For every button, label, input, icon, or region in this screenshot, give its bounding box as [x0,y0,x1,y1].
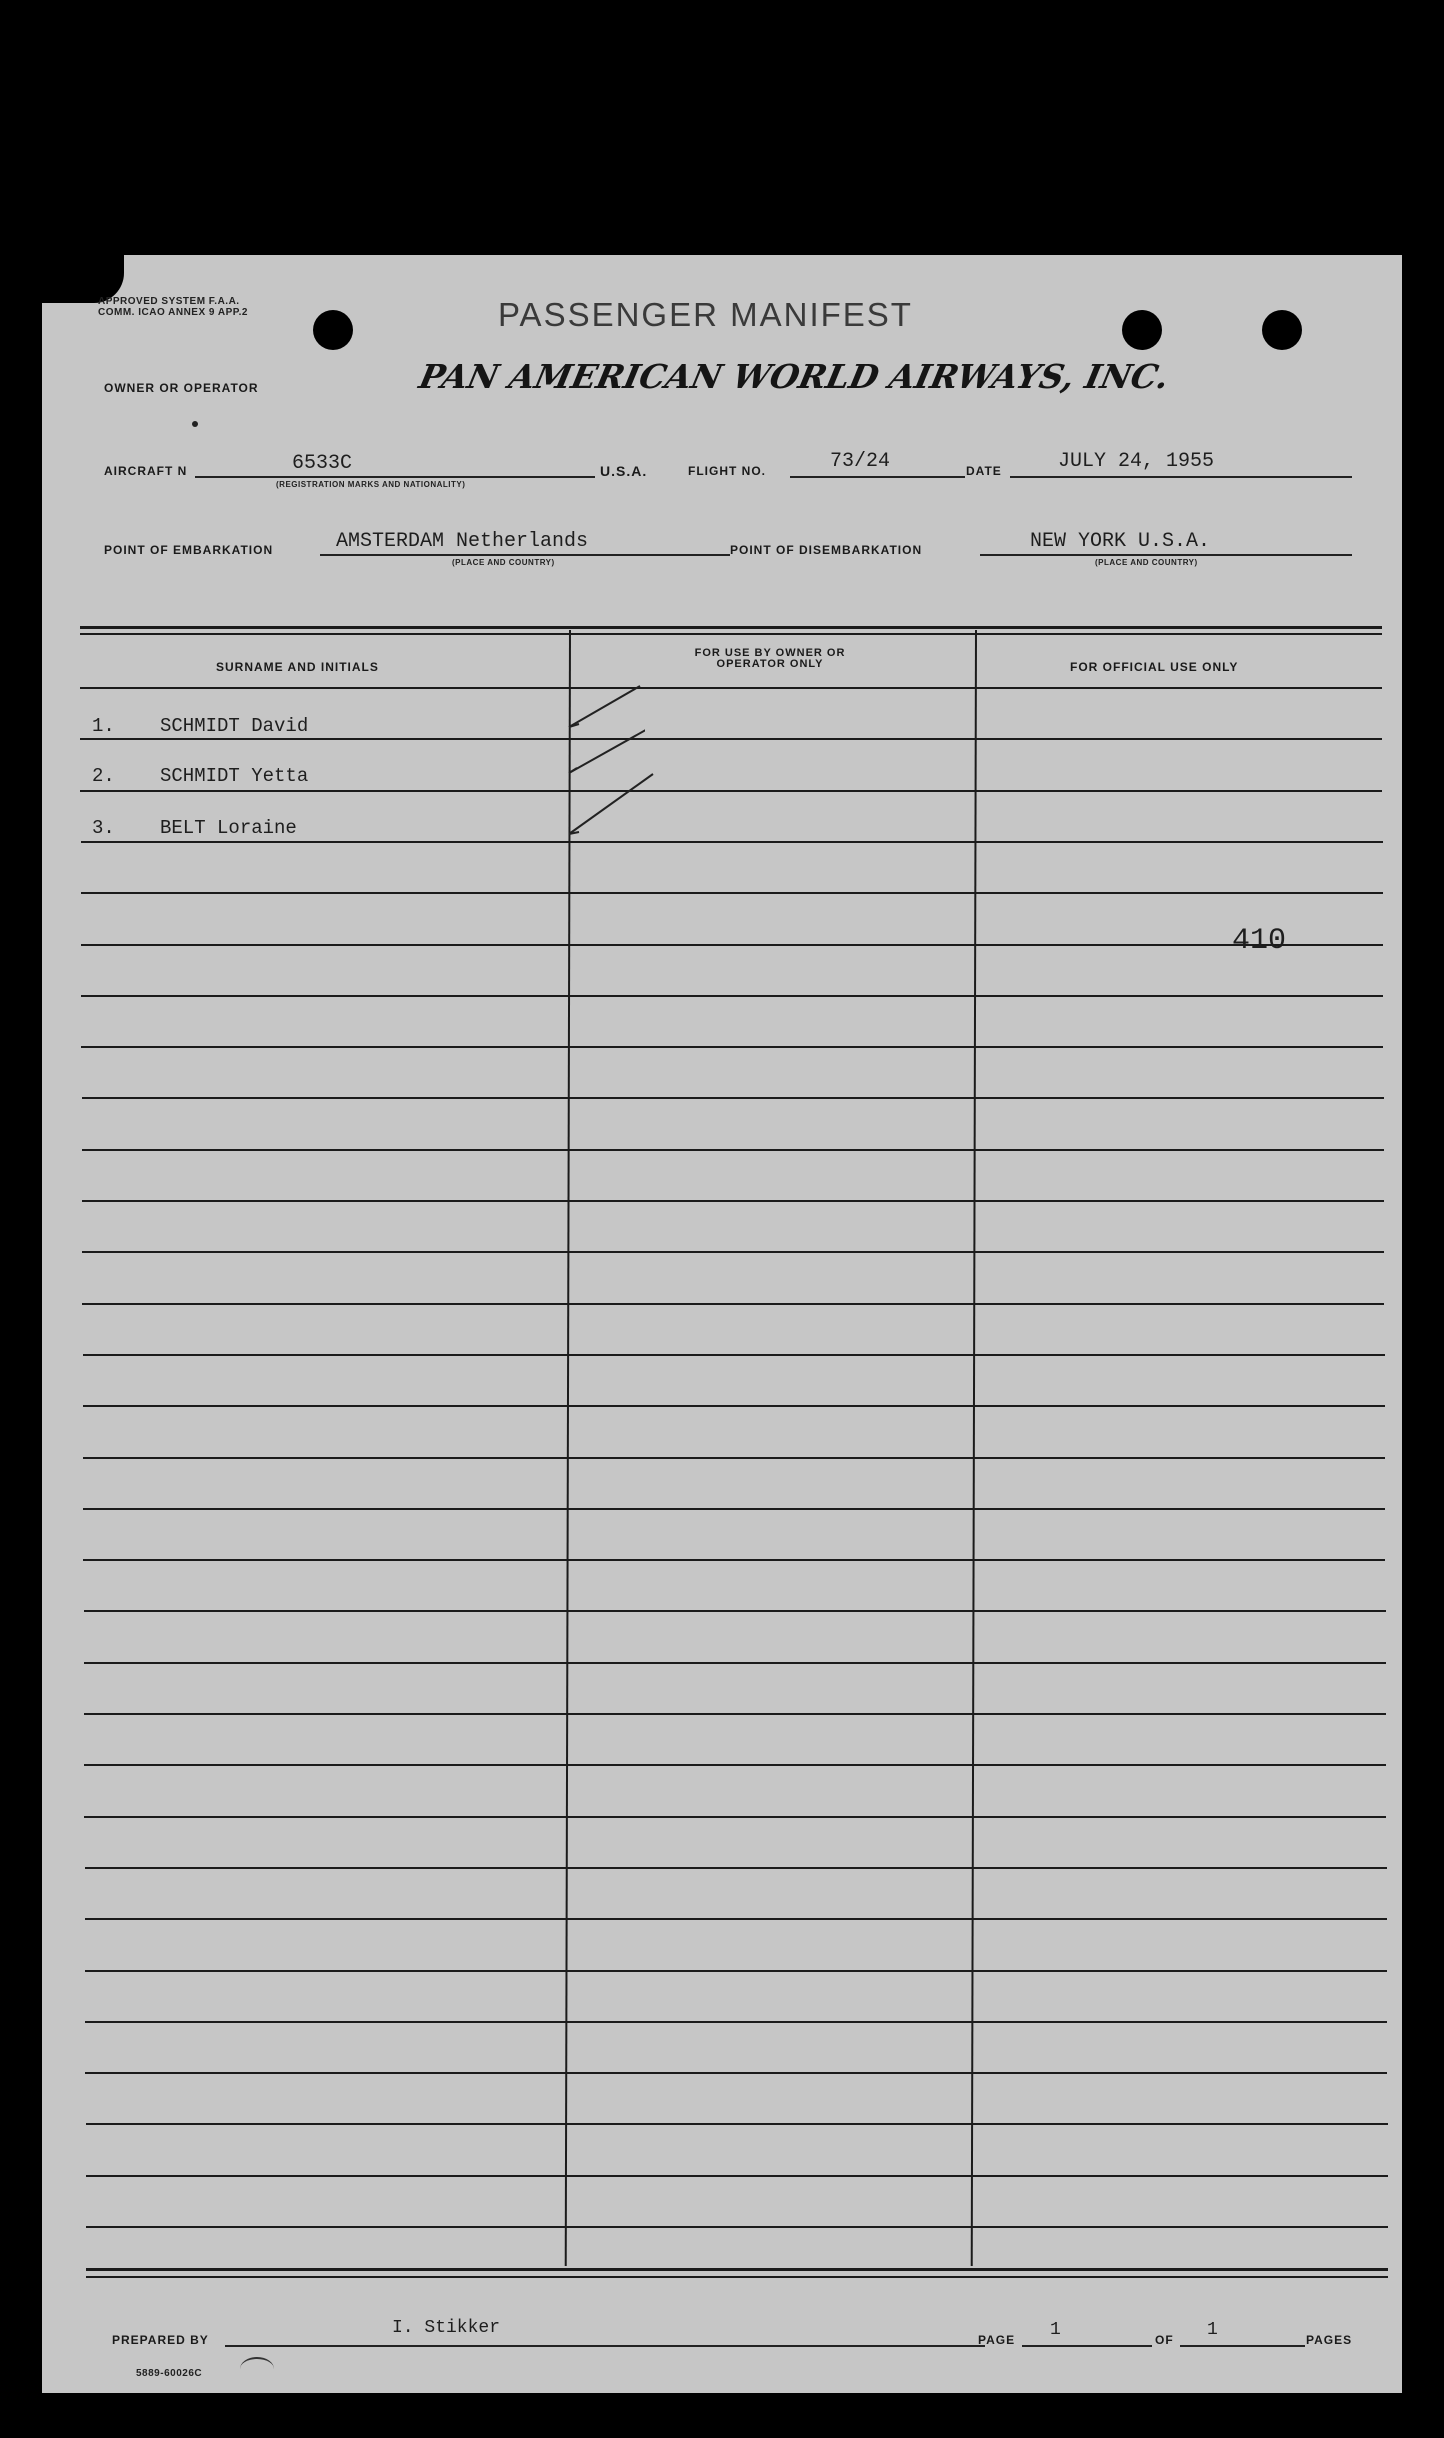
disembark-label: POINT OF DISEMBARKATION [730,543,923,557]
header-official-use: FOR OFFICIAL USE ONLY [1070,660,1239,674]
punch-hole-right [1262,310,1302,350]
ruled-line [85,2072,1387,2074]
ruled-line [86,2123,1388,2125]
disembark-value: NEW YORK U.S.A. [1030,530,1211,553]
ruled-line [82,1303,1384,1305]
check-mark-3 [565,770,655,840]
page-underline [1022,2345,1152,2347]
ruled-line [83,1457,1385,1459]
passenger-2-name: SCHMIDT Yetta [160,765,309,787]
ruled-line [85,2021,1387,2023]
owner-label: OWNER OR OPERATOR [104,381,259,395]
form-title: PASSENGER MANIFEST [498,296,913,333]
aircraft-caption: (REGISTRATION MARKS AND NATIONALITY) [276,480,466,489]
check-mark-2 [565,718,645,778]
passenger-2-num: 2. [92,765,115,787]
company-name: PAN AMERICAN WORLD AIRWAYS, INC. [415,357,1173,396]
total-underline [1180,2345,1305,2347]
ruled-line [86,2226,1388,2228]
ruled-line [82,1097,1384,1099]
flight-value: 73/24 [830,450,891,473]
ruled-line [81,995,1383,997]
ruled-line [83,1354,1385,1356]
ruled-line [85,1918,1387,1920]
ruled-line [86,2175,1388,2177]
embark-caption: (PLACE AND COUNTRY) [452,558,555,567]
ruled-line [82,1251,1384,1253]
ruled-line [82,1200,1384,1202]
prepared-underline [225,2345,985,2347]
passenger-1-name: SCHMIDT David [160,715,309,737]
ruled-line [82,1149,1384,1151]
of-label: OF [1155,2333,1174,2347]
table-top-rule-2 [80,633,1382,635]
punch-hole-left [313,310,353,350]
aircraft-underline [195,476,595,478]
usa-label: U.S.A. [600,463,648,479]
disembark-underline [980,554,1352,556]
pages-label: PAGES [1306,2333,1353,2347]
table-bottom-rule-2 [86,2276,1388,2278]
total-value: 1 [1207,2320,1218,2340]
ruled-line [85,1867,1387,1869]
ruled-line [85,1970,1387,1972]
prepared-value: I. Stikker [392,2318,501,2338]
header-owner-use: FOR USE BY OWNER OR OPERATOR ONLY [694,647,846,670]
ruled-line [84,1713,1386,1715]
table-bottom-rule-1 [86,2268,1388,2271]
ruled-line [83,1559,1385,1561]
ruled-line [83,1508,1385,1510]
prepared-label: PREPARED BY [112,2333,209,2347]
passenger-3-num: 3. [92,817,115,839]
aircraft-value: 6533C [292,452,353,475]
date-underline [1010,476,1352,478]
disembark-caption: (PLACE AND COUNTRY) [1095,558,1198,567]
ruled-line [80,687,1382,689]
torn-corner [14,248,124,303]
table-top-rule-1 [80,626,1382,629]
embark-value: AMSTERDAM Netherlands [336,530,589,553]
ruled-line [80,738,1382,740]
ruled-line [81,892,1383,894]
bullet-dot [192,421,198,427]
union-label-stamp [240,2357,274,2381]
embark-underline [320,554,730,556]
form-number: 5889-60026C [136,2368,203,2379]
ruled-line [83,1405,1385,1407]
aircraft-label: AIRCRAFT N [104,464,188,478]
official-note: 410 [1232,924,1287,958]
ruled-line [84,1764,1386,1766]
ruled-line [84,1610,1386,1612]
page-label: PAGE [978,2333,1016,2347]
page-value: 1 [1050,2320,1061,2340]
date-value: JULY 24, 1955 [1058,450,1215,473]
flight-underline [790,476,965,478]
approval-text: APPROVED SYSTEM F.A.A. COMM. ICAO ANNEX 9 APP.2 [98,296,248,318]
punch-hole-mid [1122,310,1162,350]
header-surname: SURNAME AND INITIALS [216,660,379,674]
ruled-line [84,1662,1386,1664]
ruled-line [84,1816,1386,1818]
ruled-line [81,1046,1383,1048]
ruled-line [80,790,1382,792]
flight-label: FLIGHT NO. [688,464,766,478]
date-label: DATE [966,464,1002,478]
embark-label: POINT OF EMBARKATION [104,543,274,557]
ruled-line [81,944,1383,946]
passenger-3-name: BELT Loraine [160,817,297,839]
ruled-line [81,841,1383,843]
passenger-1-num: 1. [92,715,115,737]
